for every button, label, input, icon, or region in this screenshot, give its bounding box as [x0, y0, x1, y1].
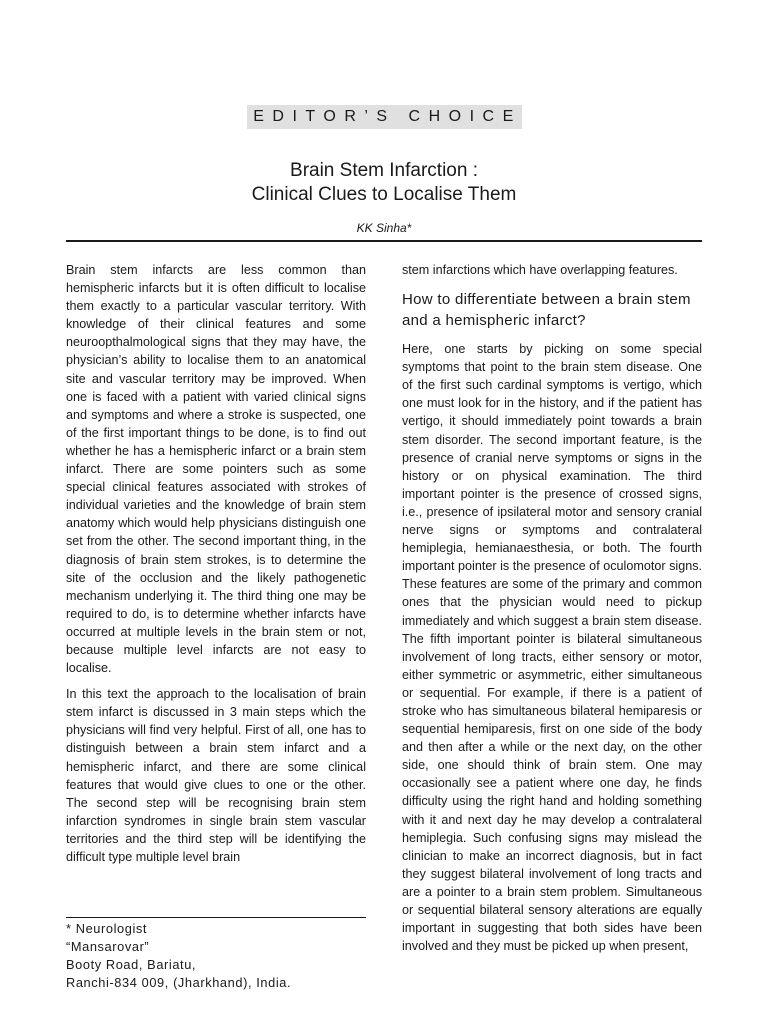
- continuation-text: stem infarctions which have overlapping features.: [402, 263, 678, 277]
- author-footnote: [66, 920, 366, 992]
- body-paragraph-1: Brain stem infarcts are less common than hemispheric infarcts but it is often difficult to localise them exactly to a particular vascular territory. With knowledge of their clinical features and some neuroopthalmological signs that they may have, the physician’s ability to localise them to an anatomical site and vascular territory may be improved. When one is faced with a patient with varied clinical signs and symptoms and where a stroke is suspected, one of the first important things to be done, is to find out whether he has a hemispheric infarct or a brain stem infarct. There are some pointers such as some special clinical features associated with strokes of individual varieties and the knowledge of brain stem anatomy which would help physicians distinguish one set from the other. The second important thing, in the diagnosis of brain stem strokes, is to determine the site of the occlusion and the likely pathogenetic mechanism underlying it. The third thing one may be required to do, is to determine whether infarcts have occurred at multiple levels in the brain stem or not, because multiple level infarcts are not easy to localise.: [66, 263, 366, 676]
- footnote-line: * Neurologist: [66, 921, 148, 936]
- body-paragraph-2: In this text the approach to the localisation of brain stem infarct is discussed in 3 main steps which the physicians will find very helpful. First of all, one has to distinguish between a brain stem infarct and a hemispheric infarct, and there are some clinical features that would give clues to one or the other. The second step will be recognising brain stem infarction syndromes in single brain stem vascular territories and the third step will be identifying the difficult type multiple level brain: [66, 687, 366, 864]
- body-paragraph-3: Here, one starts by picking on some special symptoms that point to the brain stem disease. One of the first such cardinal symptoms is vertigo, which one must look for in the history, and if the patient has vertigo, it should immediately point towards a brain stem disorder. The second important feature, is the presence of cranial nerve symptoms or signs in the history or on physical examination. The third important pointer is the presence of crossed signs, i.e., presence of ipsilateral motor and sensory cranial nerve signs or symptoms and contralateral hemiplegia, hemianaesthesia, or both. The fourth important pointer is the presence of oculomotor signs. These features are some of the primary and common ones that the physician would need to pickup immediately and which suggest a brain stem disease. The fifth important pointer is bilateral simultaneous involvement of long tracts, either sensory or motor, either symmetric or asymmetric, either simultaneous or sequential. For example, if there is a patient of stroke who has simultaneous bilateral hemiparesis or sequential hemiparesis, first on one side of the body and then after a while or the next day, on the other side, one should think of brain stem. One may occasionally see a patient where one day, he finds difficulty using the right hand and holding something with it and next day he may develop a contralateral hemiplegia. Such confusing signs may mislead the clinician to make an incorrect diagnosis, but in fact they suggest bilateral involvement of long tracts and are a pointer to a brain stem problem. Simultaneous or sequential bilateral sensory alterations are equally important in suggesting that both sides have been involved and they must be picked up when present,: [402, 342, 702, 954]
- article-title-line2: Clinical Clues to Localise Them: [251, 184, 517, 205]
- author-byline: KK Sinha*: [356, 221, 412, 235]
- section-subheading: How to differentiate between a brain stem and a hemispheric infarct?: [402, 291, 691, 329]
- footnote-line: Ranchi-834 009, (Jharkhand), India.: [66, 975, 292, 990]
- article-title-line1: Brain Stem Infarction :: [290, 160, 478, 181]
- header-divider: [66, 240, 702, 242]
- left-column: [66, 261, 366, 874]
- footnote-divider: [66, 917, 366, 918]
- section-banner: EDITOR’S CHOICE: [247, 105, 522, 129]
- right-column: [402, 261, 702, 963]
- footnote-line: “Mansarovar”: [66, 939, 150, 954]
- footnote-line: Booty Road, Bariatu,: [66, 957, 197, 972]
